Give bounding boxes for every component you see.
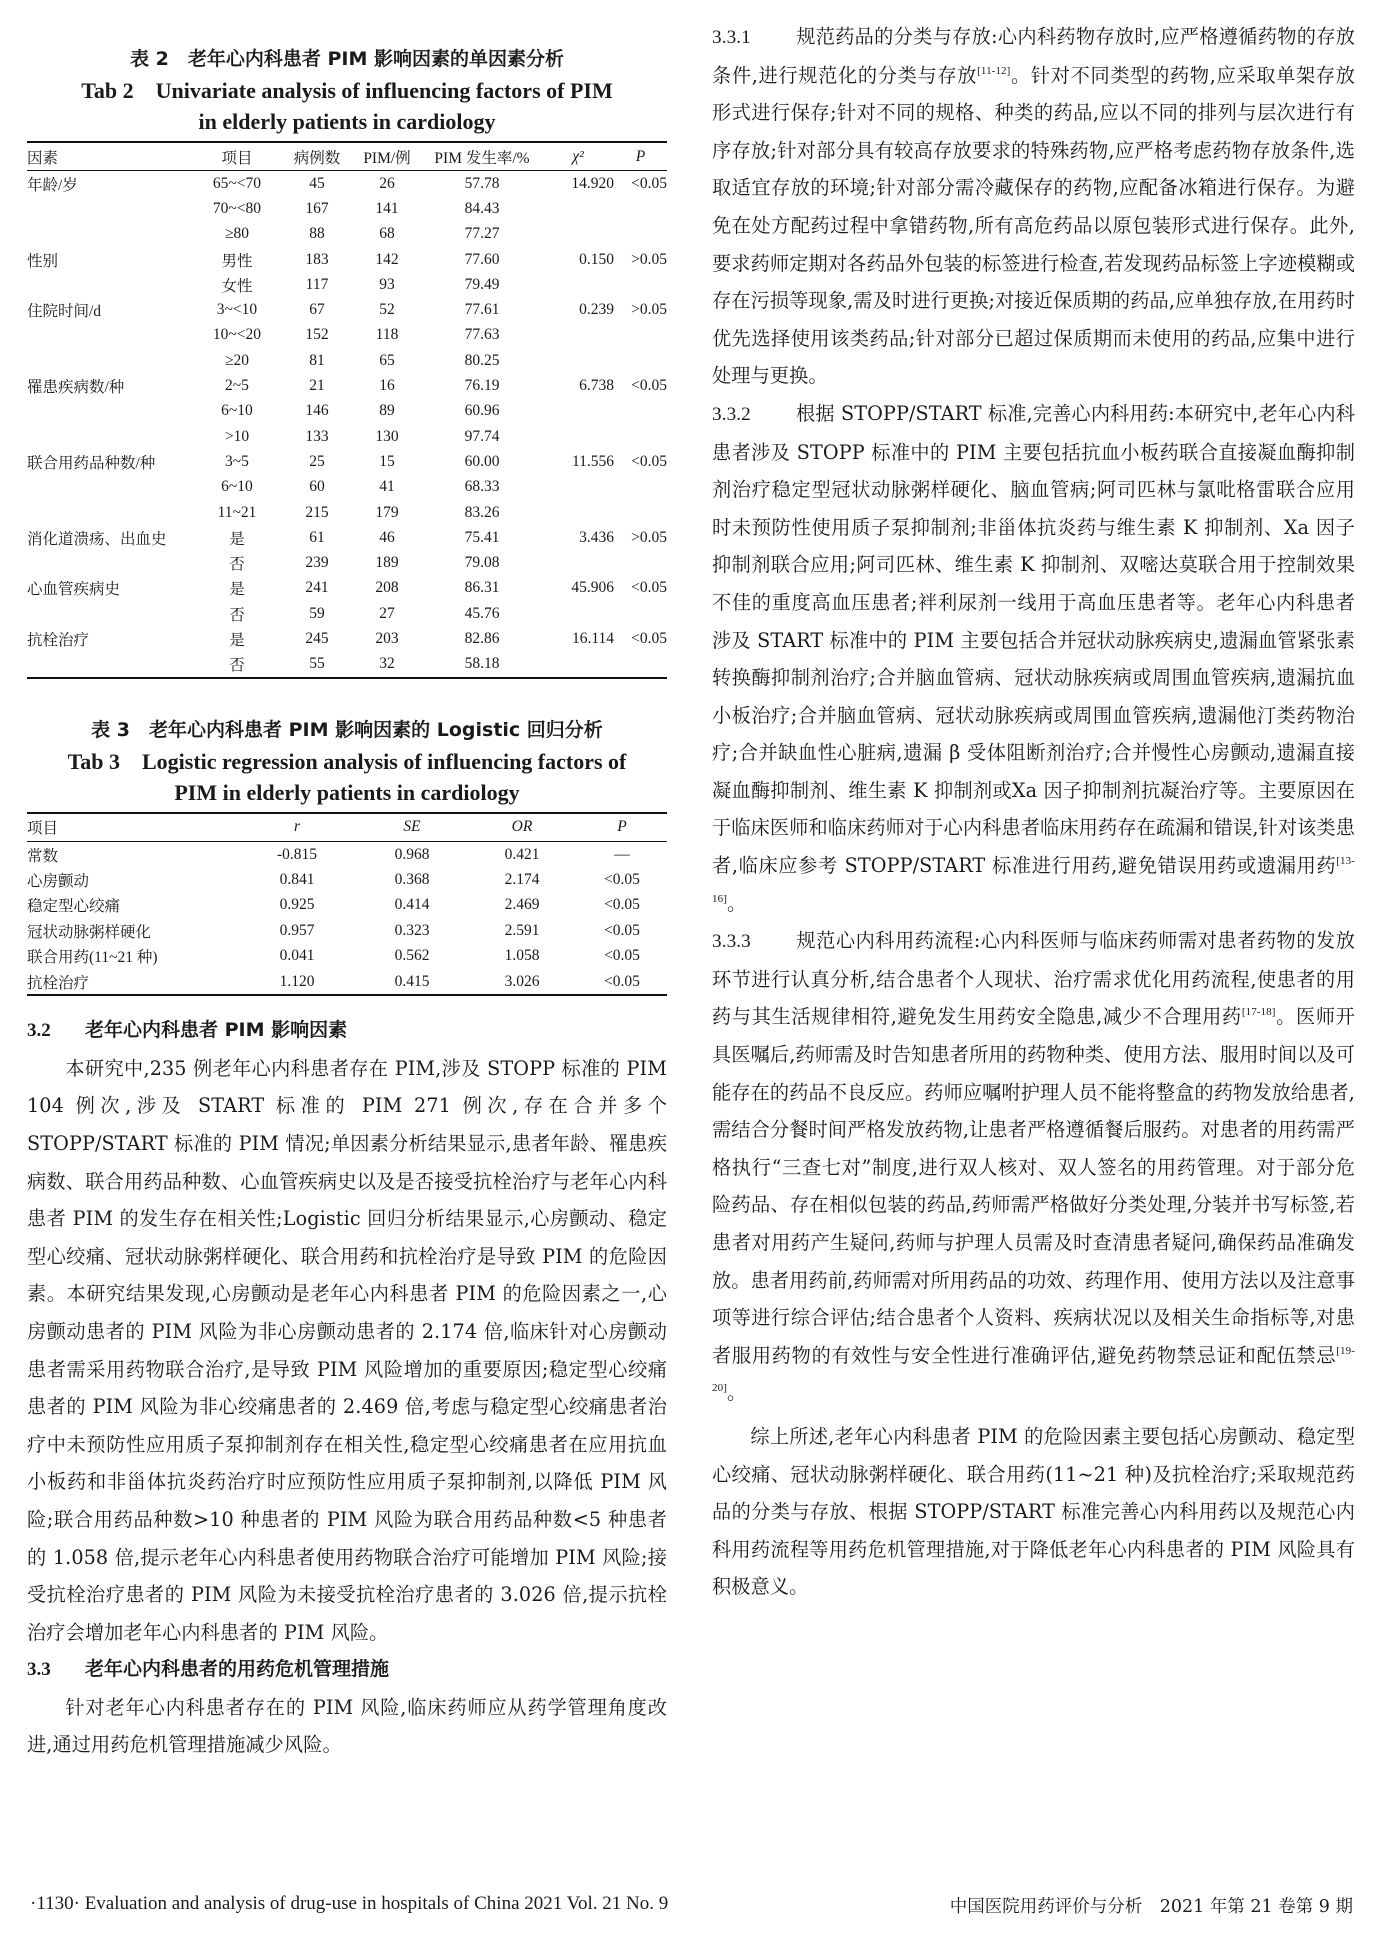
table2-cell-rate: 77.60 (464, 250, 500, 268)
table2-cell-p (614, 222, 667, 247)
table2-cell-p (614, 550, 667, 575)
table3-cell-p: <0.05 (604, 896, 640, 914)
table2-cell-cases: 245 (305, 629, 329, 647)
table2-cell-factor (27, 348, 192, 373)
table2-cell-cases: 215 (305, 503, 329, 521)
table3-cell-se: 0.415 (394, 972, 430, 990)
table2-cell-factor: 罹患疾病数/种 (27, 379, 125, 397)
table3-row (27, 893, 667, 918)
table2-cell-item: 3~<10 (216, 301, 258, 319)
table2-cell-factor (27, 475, 192, 500)
table3-header: P (577, 813, 667, 842)
table3 (27, 812, 667, 996)
table3-header: OR (467, 813, 577, 842)
subsection-number: 3.3.1 (712, 27, 751, 48)
table2-cell-item: 否 (229, 657, 245, 675)
table2-cell-cases: 183 (305, 250, 329, 268)
table2-header: 病例数 (282, 142, 352, 171)
section-3-3-1-paragraph (712, 18, 1355, 395)
table2-cell-item: ≥80 (224, 225, 249, 243)
section-3-3-3-paragraph (712, 922, 1355, 1412)
table2-cell-p: <0.05 (631, 629, 667, 647)
table3-cell-se: 0.368 (394, 871, 430, 889)
paragraph-text: 。医师开具医嘱后,药师需及时告知患者所用的药物种类、使用方法、服用时间以及可能存在的药品不良反应。药师应嘱咐护理人员不能将整盒的药物发放给患者,需结合分餐时间严格发放药物,让患者严格遵循餐后服药。对患者的用药需严格执行“三查七对”制度,进行双人核对、双人签名的用药管理。对于部分危险药品、存在相似包装的药品,药师需严格做好分类处理,分装并书写标签,若患者对用药产生疑问,药师与护理人员需及时查清患者疑问,确保药品准确发放。患者用药前,药师需对所用药品的功效、药理作用、使用方法以及注意事项等进行综合评估;结合患者个人资料、疾病状况以及相关生命指标等,对患者服用药物的有效性与安全性进行准确评估,避免药物禁忌证和配伍禁忌 (712, 1005, 1355, 1367)
table2-cell-factor (27, 323, 192, 348)
table2-cell-pim: 203 (375, 629, 399, 647)
table2-cell-pim: 27 (379, 604, 395, 622)
table2-cell-cases: 241 (305, 579, 329, 597)
table3-cell-r: 1.120 (279, 972, 315, 990)
table2-cell-cases: 60 (309, 478, 325, 496)
table2-cell-item: 否 (229, 606, 245, 624)
table2-cell-factor: 抗栓治疗 (27, 631, 90, 649)
table2-cell-rate: 77.27 (464, 225, 500, 243)
table3-cell-r: 0.841 (279, 871, 315, 889)
table3-cell-r: 0.041 (279, 947, 315, 965)
table2-header: χ² (542, 142, 614, 171)
table2-cell-chi2: 11.556 (571, 452, 614, 470)
table2-header: PIM/例 (352, 142, 422, 171)
table2-cell-pim: 15 (379, 452, 395, 470)
section-3-3-body: 针对老年心内科患者存在的 PIM 风险,临床药师应从药学管理角度改进,通过用药危机管理措施减少风险。 (27, 1695, 667, 1757)
section-number: 3.3 (27, 1659, 51, 1681)
table2-cell-rate: 57.78 (464, 174, 500, 192)
table3-header-row (27, 813, 667, 842)
table2-cell-cases: 55 (309, 655, 325, 673)
table2-cell-p (614, 652, 667, 678)
table2-cell-item: 2~5 (225, 377, 249, 395)
subsection-number: 3.3.2 (712, 403, 751, 425)
table3-cell-or: 2.174 (504, 871, 540, 889)
table2-cell-factor (27, 222, 192, 247)
footer-journal-zh: 中国医院用药评价与分析 2021 年第 21 卷第 9 期 (949, 1897, 1353, 1917)
table2-cell-chi2 (542, 399, 614, 424)
table3-cell-p: <0.05 (604, 972, 640, 990)
table2-cell-chi2: 0.150 (579, 250, 614, 268)
table2-cell-pim: 46 (379, 528, 395, 546)
table2-cell-chi2: 6.738 (579, 377, 614, 395)
table3-cell-item: 联合用药(11~21 种) (27, 949, 158, 967)
table2-cell-rate: 58.18 (464, 655, 500, 673)
citation: [17-18] (1241, 1006, 1276, 1019)
table2-cell-cases: 67 (309, 301, 325, 319)
citation: [19-20] (712, 1344, 1355, 1395)
table2-cell-item: 70~<80 (212, 199, 262, 217)
table2-cell-chi2 (542, 323, 614, 348)
table3-header: SE (357, 813, 467, 842)
table2-cell-cases: 167 (305, 199, 329, 217)
table2-cell-item: 65~<70 (212, 174, 262, 192)
table3-row (27, 918, 667, 943)
table3-cell-or: 0.421 (504, 845, 540, 863)
table2-cell-pim: 118 (375, 326, 399, 344)
table3-caption-en-1: Tab 3 Logistic regression analysis of influencing factors of (67, 748, 627, 774)
table2-cell-rate: 68.33 (464, 478, 500, 496)
table3-cell-r: -0.815 (276, 845, 318, 863)
table2-cell-p: <0.05 (631, 174, 667, 192)
table2-cell-chi2 (542, 424, 614, 449)
table2-row (27, 373, 667, 398)
table2-cell-rate: 60.96 (464, 402, 500, 420)
table2-cell-cases: 81 (309, 351, 325, 369)
table2-cell-rate: 97.74 (464, 427, 500, 445)
table2-cell-factor (27, 500, 192, 525)
table2-cell-rate: 75.41 (464, 528, 500, 546)
table2-cell-chi2 (542, 652, 614, 678)
table2-cell-chi2 (542, 196, 614, 221)
table2-cell-rate: 86.31 (464, 579, 500, 597)
table3-row (27, 969, 667, 995)
table2-cell-rate: 82.86 (464, 629, 500, 647)
right-column (712, 0, 1355, 1606)
table3-cell-p: <0.05 (604, 921, 640, 939)
table2-cell-cases: 146 (305, 402, 329, 420)
table2-cell-item: 6~10 (221, 402, 253, 420)
table2-row (27, 171, 667, 197)
table2-cell-pim: 141 (375, 199, 399, 217)
table2-caption-en-1: Tab 2 Univariate analysis of influencing factors of PIM (81, 78, 613, 103)
table2-cell-item: 否 (229, 556, 245, 574)
table2-cell-pim: 68 (379, 225, 395, 243)
table2-cell-factor: 心血管疾病史 (27, 581, 121, 599)
table2-cell-p: <0.05 (631, 377, 667, 395)
left-column (27, 0, 667, 1764)
table2-cell-chi2: 45.906 (571, 579, 614, 597)
paragraph-text: 。 (726, 891, 747, 915)
table2-caption-en-2: in elderly patients in cardiology (198, 109, 496, 134)
table2-cell-rate: 83.26 (464, 503, 500, 521)
table2-cell-chi2: 16.114 (571, 629, 614, 647)
section-number: 3.2 (27, 1020, 51, 1042)
table2-cell-p: <0.05 (631, 452, 667, 470)
table2-cell-factor: 年龄/岁 (27, 176, 78, 194)
table3-cell-r: 0.957 (279, 921, 315, 939)
table2-row (27, 475, 667, 500)
table2-row (27, 399, 667, 424)
table2-cell-factor: 住院时间/d (27, 303, 102, 321)
table2-cell-p (614, 601, 667, 626)
table2-header: 项目 (192, 142, 282, 171)
table2-cell-item: ≥20 (224, 351, 249, 369)
table2-cell-pim: 41 (379, 478, 395, 496)
table2-cell-rate: 80.25 (464, 351, 500, 369)
table3-cell-item: 心房颤动 (27, 873, 90, 891)
table2-cell-chi2 (542, 272, 614, 297)
table3-row (27, 867, 667, 892)
table2-cell-cases: 45 (309, 174, 325, 192)
table2-cell-factor (27, 424, 192, 449)
table3-cell-p: <0.05 (604, 871, 640, 889)
table2-cell-rate: 79.08 (464, 554, 500, 572)
table2-cell-chi2 (542, 348, 614, 373)
section-3-3-2-paragraph (712, 395, 1355, 922)
table2-cell-pim: 65 (379, 351, 395, 369)
conclusion-paragraph: 综上所述,老年心内科患者 PIM 的危险因素主要包括心房颤动、稳定型心绞痛、冠状动脉粥样硬化、联合用药(11~21 种)及抗栓治疗;采取规范药品的分类与存放、根据 STOPP/START 标准完善心内科用药以及规范心内科用药流程等用药危机管理措施,对于降低老年心内科患者的 PIM 风险具有积极意义。 (712, 1424, 1355, 1599)
table2-header: PIM 发生率/% (422, 142, 542, 171)
table3-cell-item: 常数 (27, 847, 59, 865)
table2-cell-factor (27, 550, 192, 575)
table2-cell-chi2 (542, 500, 614, 525)
table2-cell-rate: 77.63 (464, 326, 500, 344)
table2-row (27, 449, 667, 474)
paragraph-text: 规范药品的分类与存放:心内科药物存放时,应严格遵循药物的存放条件,进行规范化的分类与存放 (712, 25, 1355, 87)
table2-cell-factor: 消化道溃疡、出血史 (27, 530, 167, 548)
table2-row (27, 626, 667, 651)
table2-cell-factor (27, 399, 192, 424)
table3-caption-en-2: PIM in elderly patients in cardiology (174, 779, 520, 805)
table3-cell-se: 0.414 (394, 896, 430, 914)
table2-cell-p (614, 424, 667, 449)
table2-cell-chi2 (542, 550, 614, 575)
table2-cell-item: >10 (224, 427, 250, 445)
table2-cell-cases: 152 (305, 326, 329, 344)
table2-cell-chi2 (542, 222, 614, 247)
table3-cell-or: 2.469 (504, 896, 540, 914)
table2-cell-pim: 89 (379, 402, 395, 420)
table2-row (27, 550, 667, 575)
table2-cell-pim: 130 (375, 427, 399, 445)
table2-row (27, 323, 667, 348)
table2-cell-cases: 239 (305, 554, 329, 572)
table3-cell-se: 0.323 (394, 921, 430, 939)
table2-cell-pim: 26 (379, 174, 395, 192)
table2-cell-pim: 32 (379, 655, 395, 673)
table3-cell-r: 0.925 (279, 896, 315, 914)
table3-cell-or: 3.026 (504, 972, 540, 990)
table2-row (27, 348, 667, 373)
table3-cell-p: — (614, 845, 630, 863)
table3-cell-p: <0.05 (604, 947, 640, 965)
table3-cell-or: 1.058 (504, 947, 540, 965)
table2-cell-p (614, 348, 667, 373)
table2-header: P (614, 142, 667, 171)
table2-cell-rate: 77.61 (464, 301, 500, 319)
table2-cell-chi2: 14.920 (571, 174, 614, 192)
table2-row (27, 652, 667, 678)
table3-cell-or: 2.591 (504, 921, 540, 939)
table2-cell-item: 是 (229, 530, 245, 548)
table2-cell-pim: 142 (375, 250, 399, 268)
table3-header: 项目 (27, 813, 237, 842)
table2-cell-chi2 (542, 601, 614, 626)
table2-cell-p: >0.05 (631, 528, 667, 546)
table2-cell-item: 3~5 (225, 452, 249, 470)
table2-cell-pim: 93 (379, 275, 395, 293)
table2-cell-p: >0.05 (631, 250, 667, 268)
table3-row (27, 944, 667, 969)
table2-cell-item: 11~21 (217, 503, 257, 521)
table2-row (27, 196, 667, 221)
table2-cell-item: 是 (229, 581, 245, 599)
table2-cell-cases: 88 (309, 225, 325, 243)
table2-cell-p (614, 399, 667, 424)
table2-header-row (27, 142, 667, 171)
table3-header: r (237, 813, 357, 842)
table3-row (27, 841, 667, 867)
table2-header: 因素 (27, 142, 192, 171)
table2-cell-p: <0.05 (631, 579, 667, 597)
table2-cell-pim: 208 (375, 579, 399, 597)
table2-cell-pim: 52 (379, 301, 395, 319)
table2-cell-rate: 84.43 (464, 199, 500, 217)
paragraph-text: 。 (726, 1381, 747, 1405)
section-3-2-body: 本研究中,235 例老年心内科患者存在 PIM,涉及 STOPP 标准的 PIM 104 例次,涉及 START 标准的 PIM 271 例次,存在合并多个 STOPP/START 标准的 PIM 情况;单因素分析结果显示,患者年龄、罹患疾病数、联合用药品种数、心血管疾病史以及是否接受抗栓治疗与老年心内科患者 PIM 的发生存在相关性;Logistic 回归分析结果显示,心房颤动、稳定型心绞痛、冠状动脉粥样硬化、联合用药和抗栓治疗是导致 PIM 的危险因素。本研究结果发现,心房颤动是老年心内科患者 PIM 的危险因素之一,心房颤动患者的 PIM 风险为非心房颤动患者的 2.174 倍,临床针对心房颤动患者需采用药物联合治疗,是导致 PIM 风险增加的重要原因;稳定型心绞痛患者的 PIM 风险为非心绞痛患者的 2.469 倍,考虑与稳定型心绞痛患者治疗中未预防性应用质子泵抑制剂存在相关性,稳定型心绞痛患者在应用抗血小板药和非甾体抗炎药治疗时应预防性应用质子泵抑制剂,以降低 PIM 风险;联合用药品种数>10 种患者的 PIM 风险为联合用药品种数<5 种患者的 1.058 倍,提示老年心内科患者使用药物联合治疗可能增加 PIM 风险;接受抗栓治疗患者的 PIM 风险为未接受抗栓治疗患者的 3.026 倍,提示抗栓治疗会增加老年心内科患者的 PIM 风险。 (27, 1056, 667, 1644)
table2-cell-p (614, 500, 667, 525)
table2-row (27, 247, 667, 272)
table2-row (27, 576, 667, 601)
table2-cell-p: >0.05 (631, 301, 667, 319)
table2-row (27, 424, 667, 449)
table2-cell-chi2: 0.239 (579, 301, 614, 319)
table2 (27, 141, 667, 679)
table2-cell-item: 女性 (221, 277, 253, 295)
table2-cell-cases: 25 (309, 452, 325, 470)
table2-row (27, 500, 667, 525)
table2-cell-rate: 79.49 (464, 275, 500, 293)
table2-cell-cases: 59 (309, 604, 325, 622)
table2-cell-factor (27, 652, 192, 678)
subsection-number: 3.3.3 (712, 931, 751, 953)
citation: [13-16] (712, 855, 1355, 905)
table2-cell-factor (27, 196, 192, 221)
table2-cell-p (614, 196, 667, 221)
table2-cell-rate: 76.19 (464, 377, 500, 395)
table2-cell-factor (27, 601, 192, 626)
table2-cell-factor (27, 272, 192, 297)
paragraph-text: 根据 STOPP/START 标准,完善心内科用药:本研究中,老年心内科患者涉及 STOPP 标准中的 PIM 主要包括抗血小板药联合直接凝血酶抑制剂治疗稳定型冠状动脉粥样硬化、脑血管病;阿司匹林与氯吡格雷联合应用时未预防性使用质子泵抑制剂;非甾体抗炎药与维生素 K 抑制剂、Xa 因子抑制剂联合应用;阿司匹林、维生素 K 抑制剂、双嘧达莫联合用于控制效果不佳的重度高血压患者;袢利尿剂一线用于高血压患者等。老年心内科患者涉及 START 标准中的 PIM 主要包括合并冠状动脉疾病史,遗漏血管紧张素转换酶抑制剂治疗;合并脑血管病、冠状动脉疾病或周围血管疾病,遗漏抗血小板治疗;合并脑血管病、冠状动脉疾病或周围血管疾病,遗漏他汀类药物治疗;合并缺血性心脏病,遗漏 β 受体阻断剂治疗;合并慢性心房颤动,遗漏直接凝血酶抑制剂、维生素 K 抑制剂或Xa 因子抑制剂抗凝治疗等。主要原因在于临床医师和临床药师对于心内科患者临床用药存在疏漏和错误,针对该类患者,临床应参考 STOPP/START 标准进行用药,避免错误用药或遗漏用药 (712, 401, 1355, 878)
table2-cell-p (614, 475, 667, 500)
table3-cell-item: 稳定型心绞痛 (27, 898, 121, 916)
table3-caption-zh: 表 3 老年心内科患者 PIM 影响因素的 Logistic 回归分析 (91, 718, 603, 741)
table2-row (27, 272, 667, 297)
table2-cell-item: 男性 (221, 252, 253, 270)
table2-cell-cases: 61 (309, 528, 325, 546)
table2-cell-cases: 133 (305, 427, 329, 445)
table2-row (27, 525, 667, 550)
table2-cell-pim: 189 (375, 554, 399, 572)
section-title: 老年心内科患者 PIM 影响因素 (85, 1019, 348, 1042)
table2-cell-pim: 16 (379, 377, 395, 395)
footer-journal-en: ·1130· Evaluation and analysis of drug-use in hospitals of China 2021 Vol. 21 No. 9 (30, 1893, 669, 1914)
table3-cell-item: 抗栓治疗 (27, 974, 90, 992)
table2-cell-rate: 60.00 (464, 452, 500, 470)
table2-row (27, 222, 667, 247)
table3-cell-se: 0.968 (394, 845, 430, 863)
section-3-2-heading (27, 1012, 667, 1050)
table2-cell-pim: 179 (375, 503, 399, 521)
citation: [11-12] (977, 64, 1011, 77)
table2-caption-zh: 表 2 老年心内科患者 PIM 影响因素的单因素分析 (130, 48, 564, 70)
table2-row (27, 601, 667, 626)
paragraph-text: 规范心内科用药流程:心内科医师与临床药师需对患者药物的发放环节进行认真分析,结合患者个人现状、治疗需求优化用药流程,使患者的用药与其生活规律相符,避免发生用药安全隐患,减少不合理用药 (712, 929, 1355, 1029)
table2-cell-chi2: 3.436 (579, 528, 614, 546)
paragraph-text: 。针对不同类型的药物,应采取单架存放形式进行保存;针对不同的规格、种类的药品,应以不同的排列与层次进行有序存放;针对部分具有较高存放要求的特殊药物,应严格考虑药物存放条件,选取适宜存放的环境;针对部分需冷藏保存的药物,应配备冰箱进行保存。为避免在处方配药过程中拿错药物,所有高危药品以原包装形式进行保存。此外,要求药师定期对各药品外包装的标签进行检查,若发现药品标签上字迹模糊或存在污损等现象,需及时进行更换;对接近保质期的药品,应单独存放,在用药时优先选择使用该类药品;针对部分已超过保质期而未使用的药品,应集中进行处理与更换。 (712, 63, 1356, 388)
table2-row (27, 297, 667, 322)
table2-cell-factor: 性别 (27, 252, 59, 270)
table2-cell-cases: 21 (309, 377, 325, 395)
table2-cell-item: 6~10 (221, 478, 253, 496)
table2-cell-item: 是 (229, 631, 245, 649)
section-title: 老年心内科患者的用药危机管理措施 (85, 1658, 390, 1681)
table2-cell-p (614, 323, 667, 348)
table2-cell-factor: 联合用药品种数/种 (27, 454, 156, 472)
table2-cell-p (614, 272, 667, 297)
table2-cell-chi2 (542, 475, 614, 500)
table3-cell-item: 冠状动脉粥样硬化 (27, 923, 152, 941)
table2-cell-cases: 117 (305, 275, 329, 293)
table2-cell-rate: 45.76 (464, 604, 500, 622)
section-3-3-heading (27, 1651, 667, 1689)
table2-cell-item: 10~<20 (212, 326, 262, 344)
table3-cell-se: 0.562 (394, 947, 430, 965)
